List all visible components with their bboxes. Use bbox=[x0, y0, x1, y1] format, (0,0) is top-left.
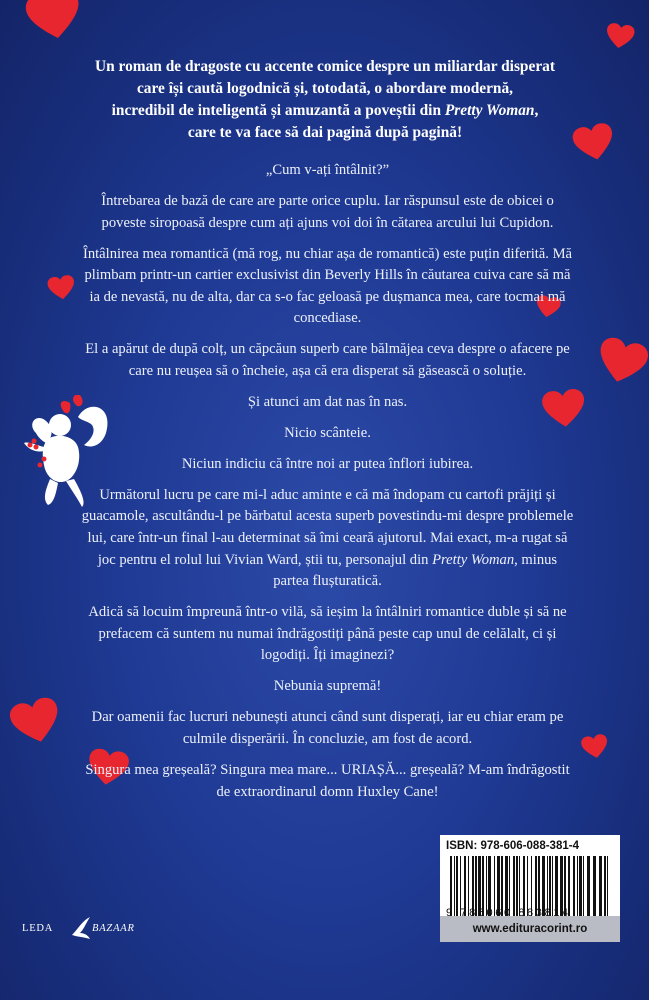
blurb-line bbox=[70, 100, 580, 122]
isbn-label: ISBN: 978-606-088-381-4 bbox=[446, 840, 579, 852]
barcode-digits: 9 786060 883814 bbox=[446, 907, 571, 919]
paragraph: Adică să locuim împreună într-o vilă, să ieșim la întâlniri romantice duble și să ne prefacem că suntem nu numai îndrăgostiți până peste cap unul de celălalt, ci și logodiți. Îți imaginezi? bbox=[88, 604, 567, 664]
blurb-text: incredibil de inteligentă și amuzantă a poveștii din bbox=[111, 102, 445, 119]
website-link[interactable]: www.edituracorint.ro bbox=[440, 916, 620, 942]
paragraph: Singura mea greșeală? Singura mea mare... URIAȘĂ... greșeală? M-am îndrăgostit de extraordinarul domn Huxley Cane! bbox=[85, 761, 570, 800]
paragraph-text: Următorul lucru pe care mi-l aduc aminte e că mă îndopam cu cartofi prăjiți și guacamole, ascultându-l pe bărbatul acesta superb povestindu-mi despre problemele lui, care într-un final l-au determinat să îmi ceară ajutorul. Mai exact, m-a rugat să joc pentru el rolul lui Vivian Ward, știi tu, personajul din bbox=[81, 486, 574, 568]
heart-icon bbox=[593, 335, 649, 389]
story-text bbox=[80, 160, 575, 813]
paragraph: Întrebarea de bază de care are parte orice cuplu. Iar răspunsul este de obicei o poveste siropoasă despre cum ați ajuns voi doi în cătarea arcului lui Cupidon. bbox=[101, 192, 554, 231]
paragraph: El a apărut de după colț, un căpcăun superb care bălmăjea ceva despre o afacere pe care nu reușea să o încheie, așa că era disperat să găsească o soluție. bbox=[85, 341, 570, 379]
bird-icon bbox=[70, 915, 92, 941]
heart-icon bbox=[21, 0, 86, 45]
paragraph: Și atunci am dat nas în nas. bbox=[247, 393, 408, 410]
publisher-logo bbox=[22, 915, 152, 945]
paragraph: „Cum v-ați întâlnit?” bbox=[265, 162, 390, 178]
paragraph bbox=[80, 485, 575, 593]
heart-icon bbox=[604, 22, 635, 51]
paragraph: Niciun indiciu că între noi ar putea înflori iubirea. bbox=[181, 455, 474, 472]
logo-text-leda: LEDA bbox=[22, 923, 54, 934]
paragraph-text: , minus partea flușturatică. bbox=[273, 551, 558, 590]
blurb-line: care te va face să dai pagină după pagină! bbox=[187, 124, 463, 141]
barcode-number bbox=[446, 903, 614, 919]
paragraph: Întâlnirea mea romantică (mă rog, nu chiar așa de romantică) este puțin diferită. Mă plimbam printr-un cartier exclusivist din Beverly Hills în căutarea cuiva care să mă ia de nevastă, nu de alta, dar ca s-o fac geloasă pe dușmanca mea, care tocmai mă concediase. bbox=[82, 245, 573, 327]
heart-icon bbox=[580, 733, 610, 761]
blurb-line: care își caută logodnică și, totodată, o abordare modernă, bbox=[136, 80, 514, 97]
logo-text-bazaar: BAZAAR bbox=[92, 923, 135, 934]
paragraph: Nebunia supremă! bbox=[273, 678, 382, 695]
paragraph: Nicio scânteie. bbox=[284, 424, 371, 441]
heart-icon bbox=[46, 274, 76, 302]
blurb-line: Un roman de dragoste cu accente comice despre un miliardar disperat bbox=[95, 58, 555, 75]
title-italic: Pretty Woman bbox=[432, 551, 515, 568]
blurb-text: , bbox=[534, 102, 539, 119]
blurb-title-italic: Pretty Woman bbox=[444, 102, 535, 119]
heart-icon bbox=[7, 695, 64, 749]
blurb bbox=[70, 56, 580, 144]
paragraph: Dar oamenii fac lucruri nebunești atunci când sunt disperați, iar eu chiar eram pe culmile disperării. În concluzie, am fost de acord. bbox=[91, 709, 564, 747]
